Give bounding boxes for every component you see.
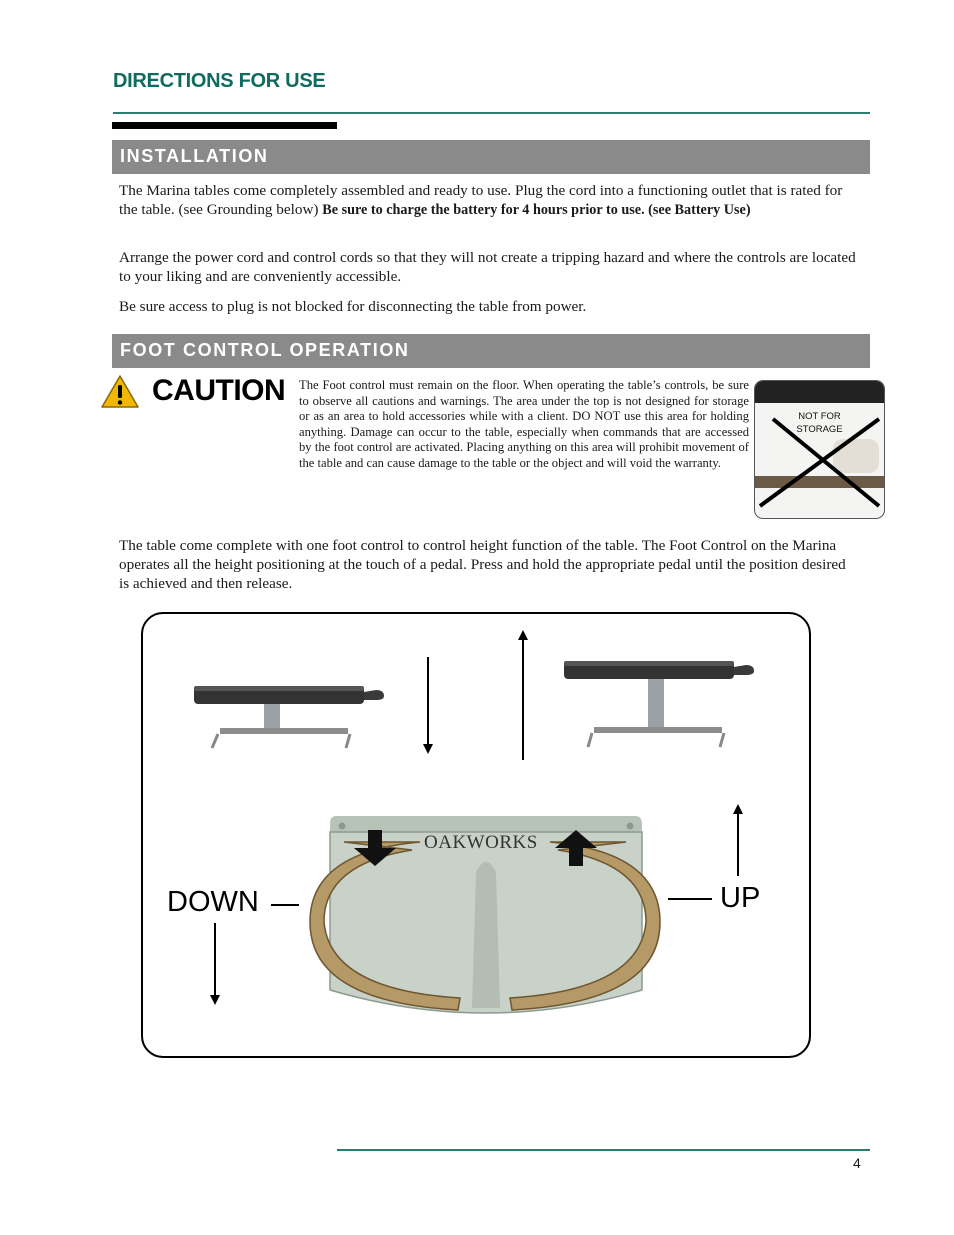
installation-section-bar [112, 140, 870, 174]
installation-paragraph-1 [119, 181, 864, 220]
up-label: UP [720, 882, 761, 914]
not-for-storage-photo [754, 380, 885, 519]
installation-heading: INSTALLATION [120, 146, 269, 166]
foot-control-paragraph: The table come complete with one foot control to control height function of the table. The Foot Control on the Marina operates all the height positioning at the touch of a pedal. Press and hold the appropriate pedal until the position desired is achieved and then release. [119, 537, 846, 592]
height-arrows [418, 628, 533, 763]
footer-rule [337, 1149, 870, 1151]
warning-triangle-icon [100, 374, 140, 410]
up-pointer-arrows [666, 800, 752, 906]
down-pointer-arrows [205, 895, 301, 1010]
page-number: 4 [853, 1155, 861, 1171]
installation-p1-bold: Be sure to charge the battery for 4 hours prior to use. (see Battery Use) [322, 202, 751, 218]
oakworks-logo: OAKWORKS [424, 832, 538, 853]
prohibited-x-icon [755, 381, 884, 518]
table-lowered-illustration [190, 680, 390, 752]
installation-paragraph-2: Arrange the power cord and control cords so that they will not create a tripping hazard and where the controls are located to your liking and are conveniently accessible. [119, 249, 856, 285]
table-raised-illustration [560, 655, 760, 750]
installation-paragraph-3: Be sure access to plug is not blocked for disconnecting the table from power. [119, 298, 587, 315]
heading-rule [113, 112, 870, 114]
foot-control-section-bar [112, 334, 870, 368]
down-arrow-head [423, 744, 433, 754]
not-for-storage-line-1: NOT FOR [798, 411, 841, 422]
foot-control-heading: FOOT CONTROL OPERATION [120, 340, 410, 360]
down-label: DOWN [167, 886, 259, 918]
page-heading: DIRECTIONS FOR USE [113, 70, 326, 92]
caution-text: The Foot control must remain on the floor. When operating the table’s controls, be sure to observe all cautions and warnings. The area under the top is not designed for storage or as an area to hold accessories while with a client. DO NOT use this area for holding anything. Damage can occur to the table, especially when commands that are accessed by the foot control are activated. Placing anything on this area will prohibit movement of the table and can cause damage to the table or the object and will void the warranty. [299, 378, 749, 470]
installation-p1-text: The Marina tables come completely assembled and ready to use. Plug the cord into a functioning outlet that is rated for the table. (see Grounding below) [119, 182, 843, 218]
up-arrow-head [518, 630, 528, 640]
heading-accent-bar [112, 122, 337, 129]
not-for-storage-line-2: STORAGE [796, 424, 843, 435]
caution-label: CAUTION [152, 374, 286, 407]
